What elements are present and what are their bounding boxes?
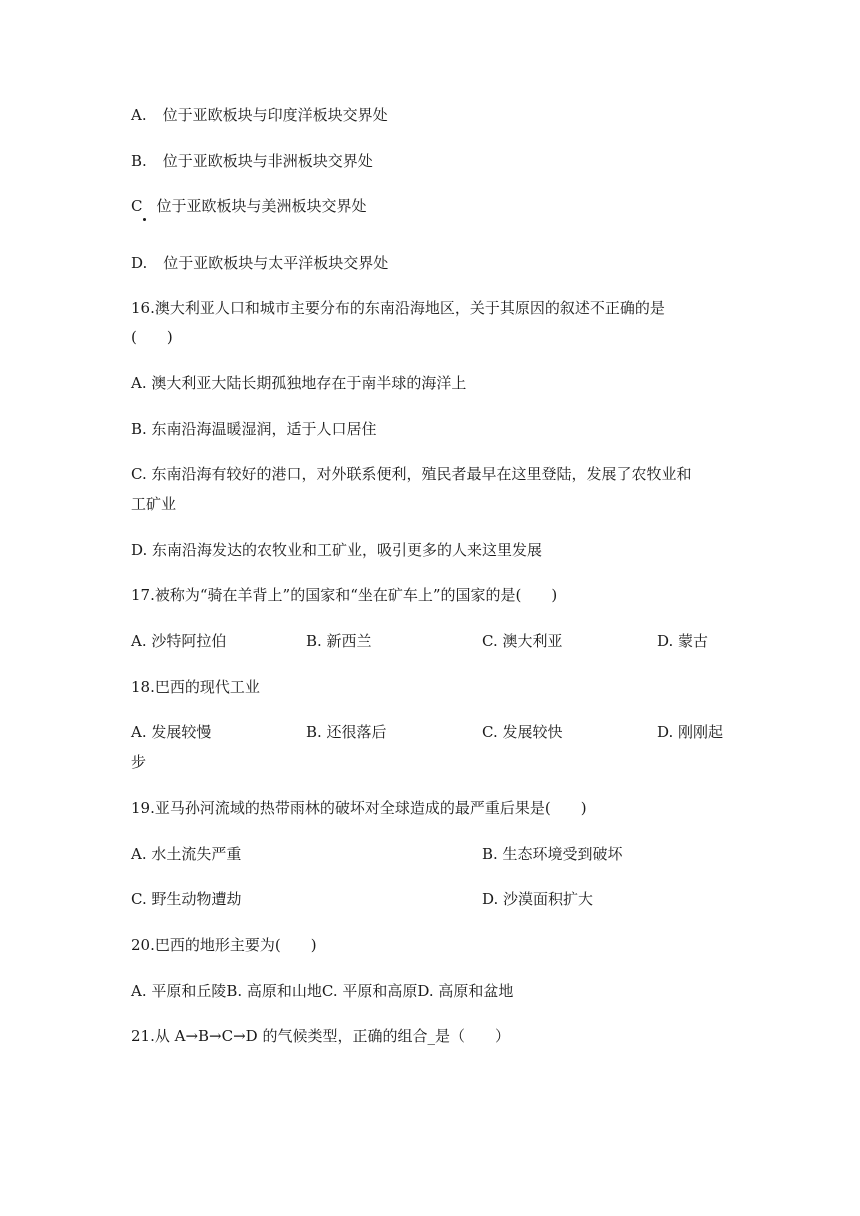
- q18-option-c: C. 发展较快: [482, 723, 563, 741]
- q17-option-b: B. 新西兰: [306, 632, 372, 650]
- q15-option-a: [131, 105, 388, 125]
- q19-option-b: B. 生态环境受到破坏: [482, 845, 623, 863]
- q17-option-c: C. 澳大利亚: [482, 632, 563, 650]
- option-letter: A.: [131, 106, 147, 124]
- q16-option-b: B. 东南沿海温暖湿润，适于人口居住: [131, 420, 377, 438]
- q15-option-b: [131, 151, 373, 171]
- q19-option-d: D. 沙漠面积扩大: [482, 890, 594, 908]
- q19-stem: 19.亚马孙河流域的热带雨林的破坏对全球造成的最严重后果是( ): [131, 799, 587, 817]
- q15-option-c: [131, 196, 367, 216]
- q19-option-c: C. 野生动物遭劫: [131, 890, 242, 908]
- option-text: 位于亚欧板块与美洲板块交界处: [156, 197, 367, 215]
- q16-stem-continued: ( ): [131, 328, 173, 346]
- q20-options: A. 平原和丘陵B. 高原和山地C. 平原和高原D. 高原和盆地: [131, 982, 514, 1000]
- option-text: 位于亚欧板块与印度洋板块交界处: [162, 106, 388, 124]
- q18-option-b: B. 还很落后: [306, 723, 387, 741]
- q16-option-d: D. 东南沿海发达的农牧业和工矿业，吸引更多的人来这里发展: [131, 541, 543, 559]
- option-letter: B.: [131, 152, 147, 170]
- q17-option-a: A. 沙特阿拉伯: [131, 632, 227, 650]
- q18-stem: 18.巴西的现代工业: [131, 678, 260, 696]
- q17-stem: 17.被称为“骑在羊背上”的国家和“坐在矿车上”的国家的是( ): [131, 586, 558, 604]
- q18-option-a: A. 发展较慢: [131, 723, 212, 741]
- q20-stem: 20.巴西的地形主要为( ): [131, 936, 317, 954]
- option-text: 位于亚欧板块与非洲板块交界处: [162, 152, 373, 170]
- q16-option-a: A. 澳大利亚大陆长期孤独地存在于南半球的海洋上: [131, 374, 467, 392]
- stray-dot: [143, 218, 146, 221]
- option-text: 位于亚欧板块与太平洋板块交界处: [163, 254, 389, 272]
- q15-option-d: [131, 253, 388, 273]
- q19-option-a: A. 水土流失严重: [131, 845, 242, 863]
- q17-option-d: D. 蒙古: [657, 632, 709, 650]
- q18-option-d: D. 刚刚起: [657, 723, 724, 741]
- q18-option-d-continued: 步: [131, 753, 147, 771]
- option-letter: C: [131, 197, 143, 215]
- q21-stem: 21.从 A→B→C→D 的气候类型，正确的组合_是（ ）: [131, 1027, 510, 1045]
- option-letter: D.: [131, 254, 148, 272]
- q16-option-c: C. 东南沿海有较好的港口，对外联系便利，殖民者最早在这里登陆，发展了农牧业和: [131, 465, 692, 483]
- q16-option-c-continued: 工矿业: [131, 495, 177, 513]
- q16-stem: 16.澳大利亚人口和城市主要分布的东南沿海地区，关于其原因的叙述不正确的是: [131, 299, 665, 317]
